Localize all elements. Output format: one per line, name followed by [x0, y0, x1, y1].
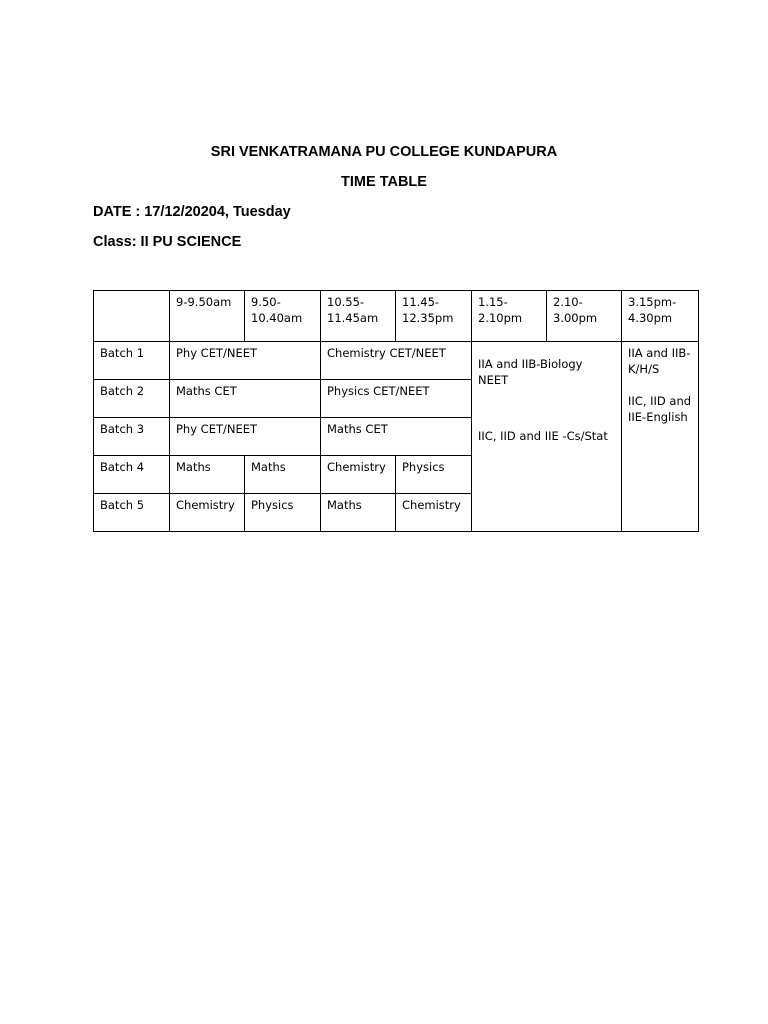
- document-title: TIME TABLE: [341, 174, 427, 190]
- english-text: IIC, IID and IIE-English: [628, 394, 692, 424]
- header-cell-period-1: 9-9.50am: [170, 291, 245, 342]
- college-name: SRI VENKATRAMANA PU COLLEGE KUNDAPURA: [210, 144, 558, 160]
- subject-cell: Chemistry CET/NEET: [321, 342, 472, 380]
- subject-cell: Maths CET: [170, 380, 321, 418]
- subject-cell: Physics: [245, 494, 321, 532]
- batch-label: Batch 1: [94, 342, 170, 380]
- biology-neet-text: IIA and IIB-Biology NEET: [478, 357, 583, 387]
- timetable: [93, 290, 699, 532]
- header-cell-period-7: 3.15pm-4.30pm: [622, 291, 699, 342]
- subject-cell: Maths: [321, 494, 396, 532]
- evening-subjects-cell: [622, 342, 699, 532]
- batch-label: Batch 5: [94, 494, 170, 532]
- date-line: DATE : 17/12/20204, Tuesday: [93, 204, 291, 220]
- batch-label: Batch 2: [94, 380, 170, 418]
- table-row: [94, 342, 699, 380]
- subject-cell: Phy CET/NEET: [170, 342, 321, 380]
- subject-cell: Physics CET/NEET: [321, 380, 472, 418]
- subject-cell: Chemistry: [321, 456, 396, 494]
- header-cell-period-2: 9.50-10.40am: [245, 291, 321, 342]
- subject-cell: Phy CET/NEET: [170, 418, 321, 456]
- subject-cell: Chemistry: [396, 494, 472, 532]
- header-cell-period-3: 10.55-11.45am: [321, 291, 396, 342]
- batch-label: Batch 4: [94, 456, 170, 494]
- khs-text: IIA and IIB- K/H/S: [628, 346, 691, 376]
- header-cell-period-4: 11.45-12.35pm: [396, 291, 472, 342]
- subject-cell: Physics: [396, 456, 472, 494]
- header-cell-period-6: 2.10-3.00pm: [547, 291, 622, 342]
- subject-cell: Maths: [245, 456, 321, 494]
- subject-cell: Chemistry: [170, 494, 245, 532]
- header-cell-period-5: 1.15-2.10pm: [472, 291, 547, 342]
- class-line: Class: II PU SCIENCE: [93, 234, 242, 250]
- afternoon-subjects-cell: [472, 342, 622, 532]
- header-row: [94, 291, 699, 342]
- header-cell-blank: [94, 291, 170, 342]
- batch-label: Batch 3: [94, 418, 170, 456]
- subject-cell: Maths CET: [321, 418, 472, 456]
- cs-stat-text: IIC, IID and IIE -Cs/Stat: [478, 429, 608, 443]
- subject-cell: Maths: [170, 456, 245, 494]
